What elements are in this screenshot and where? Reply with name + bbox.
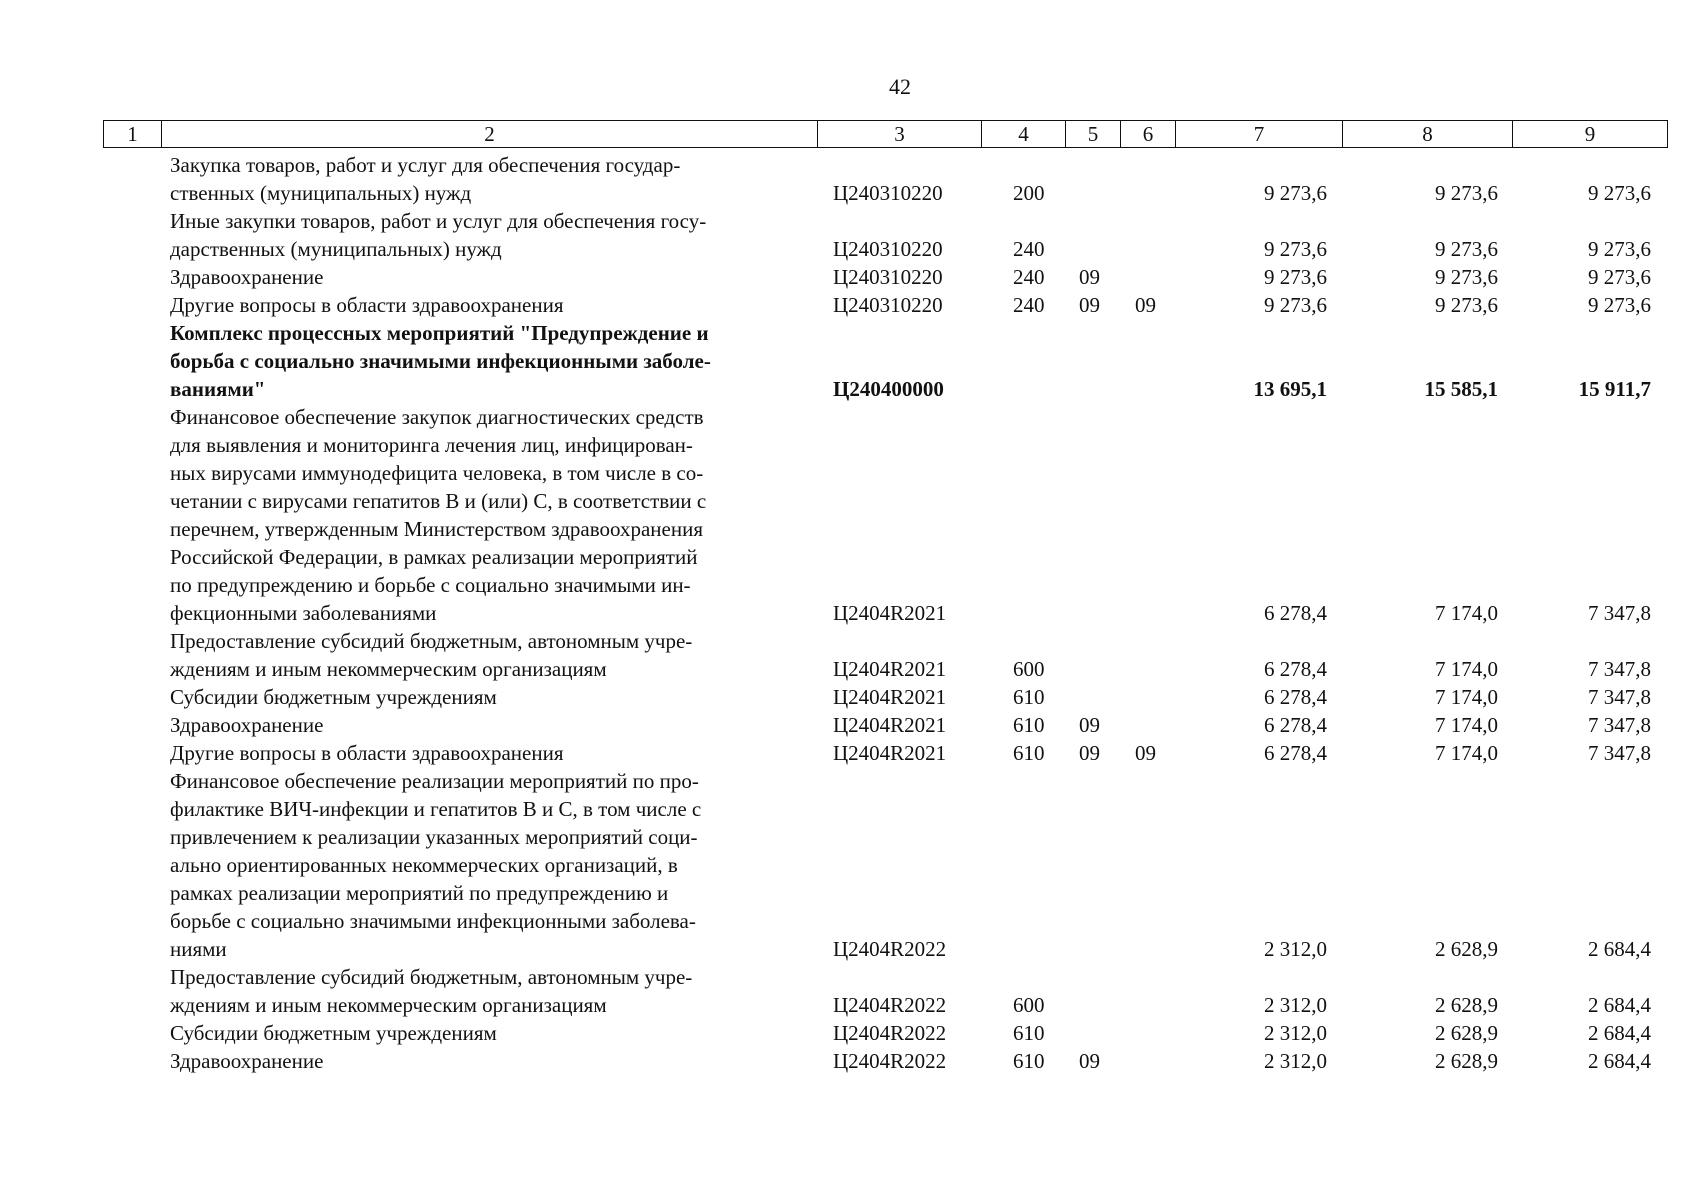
row-subsection: 09 [1135,741,1156,765]
row-code: Ц240310220 [833,181,943,205]
row-code: Ц2404R2021 [833,741,947,765]
row-amount-col8: 15 585,1 [1424,377,1498,401]
row-expense-type: 610 [1013,685,1045,709]
table-row [103,207,1669,263]
row-amount-col9: 7 347,8 [1588,713,1651,737]
row-amount-col7: 6 278,4 [1264,657,1327,681]
header-col-5: 5 [1066,121,1121,147]
row-amount-col8: 7 174,0 [1435,713,1498,737]
row-amount-col9: 7 347,8 [1588,657,1651,681]
table-row [103,739,1669,767]
row-name: Здравоохранение [170,1049,324,1073]
row-amount-col8: 2 628,9 [1435,937,1498,961]
table-row [103,963,1669,1019]
row-expense-type: 610 [1013,713,1045,737]
row-name: Финансовое обеспечение закупок диагностических средств для выявления и мониторинга лечения лиц, инфицирован- ных вирусами иммунодефицита человека, в том числе в со- четании с вирусами гепатитов B и (или) C, в соответствии с перечнем, утвержденным Министерством здравоохранения Российской Федерации, в рамках реализации мероприятий по предупреждению и борьбе с социально значимыми ин- фекционными заболеваниями [170,405,707,625]
row-code: Ц2404R2022 [833,1049,947,1073]
table-row [103,683,1669,711]
row-section: 09 [1079,293,1100,317]
row-amount-col8: 9 273,6 [1435,237,1498,261]
row-amount-col7: 9 273,6 [1264,181,1327,205]
row-amount-col7: 6 278,4 [1264,741,1327,765]
row-amount-col8: 7 174,0 [1435,657,1498,681]
row-code: Ц2404R2021 [833,713,947,737]
row-expense-type: 240 [1013,237,1045,261]
row-amount-col9: 2 684,4 [1588,993,1651,1017]
row-name: Здравоохранение [170,265,324,289]
table-row [103,767,1669,963]
row-name: Другие вопросы в области здравоохранения [170,293,564,317]
header-col-6: 6 [1121,121,1176,147]
table-row [103,263,1669,291]
row-amount-col8: 2 628,9 [1435,1021,1498,1045]
row-amount-col9: 2 684,4 [1588,1049,1651,1073]
row-amount-col9: 7 347,8 [1588,601,1651,625]
row-name: Финансовое обеспечение реализации мероприятий по про- филактике ВИЧ-инфекции и гепатитов B и C, в том числе с привлечением к реализации указанных мероприятий соци- ально ориентированных некоммерческих организаций, в рамках реализации мероприятий по предупреждению и борьбе с социально значимыми инфекционными заболева- ниями [170,769,702,961]
row-expense-type: 600 [1013,657,1045,681]
header-col-4: 4 [982,121,1066,147]
table-header [103,120,1668,148]
row-amount-col8: 7 174,0 [1435,601,1498,625]
row-amount-col7: 9 273,6 [1264,265,1327,289]
header-col-9: 9 [1584,122,1596,146]
row-expense-type: 240 [1013,265,1045,289]
header-col-3: 3 [818,121,982,147]
row-amount-col8: 2 628,9 [1435,1049,1498,1073]
row-name: Иные закупки товаров, работ и услуг для обеспечения госу- дарственных (муниципальных) нужд [170,209,707,261]
row-amount-col9: 2 684,4 [1588,937,1651,961]
table-row [103,403,1669,627]
row-code: Ц2404R2021 [833,601,947,625]
table-row [103,319,1669,403]
header-col-1: 1 [104,121,162,147]
row-amount-col7: 6 278,4 [1264,601,1327,625]
table-row [103,711,1669,739]
row-code: Ц2404R2022 [833,993,947,1017]
row-expense-type: 610 [1013,1021,1045,1045]
row-name: Субсидии бюджетным учреждениям [170,1021,497,1045]
row-amount-col9: 2 684,4 [1588,1021,1651,1045]
page-number: 42 [889,74,911,99]
row-expense-type: 600 [1013,993,1045,1017]
header-col-8: 8 [1343,121,1513,147]
row-code: Ц2404R2021 [833,657,947,681]
row-code: Ц240310220 [833,293,943,317]
row-expense-type: 610 [1013,1049,1045,1073]
row-amount-col9: 7 347,8 [1588,741,1651,765]
row-amount-col8: 9 273,6 [1435,265,1498,289]
row-amount-col7: 2 312,0 [1264,1049,1327,1073]
row-section: 09 [1079,265,1100,289]
row-amount-col7: 9 273,6 [1264,237,1327,261]
row-subsection: 09 [1135,293,1156,317]
row-amount-col9: 15 911,7 [1578,377,1651,401]
header-col-7: 7 [1176,121,1343,147]
table-body [103,151,1669,1075]
row-amount-col7: 2 312,0 [1264,937,1327,961]
row-name: Здравоохранение [170,713,324,737]
row-amount-col9: 7 347,8 [1588,685,1651,709]
table-row [103,1047,1669,1075]
row-name: Предоставление субсидий бюджетным, автономным учре- ждениям и иным некоммерческим организациям [170,965,693,1017]
row-section: 09 [1079,713,1100,737]
row-code: Ц240310220 [833,237,943,261]
row-amount-col9: 9 273,6 [1588,237,1651,261]
table-row [103,1019,1669,1047]
row-section: 09 [1079,1049,1100,1073]
row-name: Субсидии бюджетным учреждениям [170,685,497,709]
row-amount-col8: 7 174,0 [1435,685,1498,709]
row-expense-type: 240 [1013,293,1045,317]
row-code: Ц2404R2021 [833,685,947,709]
row-code: Ц240400000 [833,377,944,401]
row-amount-col7: 2 312,0 [1264,1021,1327,1045]
row-amount-col9: 9 273,6 [1588,181,1651,205]
row-amount-col7: 6 278,4 [1264,713,1327,737]
row-amount-col9: 9 273,6 [1588,293,1651,317]
row-amount-col8: 7 174,0 [1435,741,1498,765]
row-amount-col8: 9 273,6 [1435,181,1498,205]
row-amount-col7: 13 695,1 [1253,377,1327,401]
row-name: Предоставление субсидий бюджетным, автономным учре- ждениям и иным некоммерческим организациям [170,629,693,681]
row-amount-col9: 9 273,6 [1588,265,1651,289]
row-expense-type: 610 [1013,741,1045,765]
row-amount-col7: 2 312,0 [1264,993,1327,1017]
table-row [103,291,1669,319]
row-amount-col8: 2 628,9 [1435,993,1498,1017]
header-col-2: 2 [162,121,818,147]
row-amount-col8: 9 273,6 [1435,293,1498,317]
row-section: 09 [1079,741,1100,765]
row-code: Ц240310220 [833,265,943,289]
row-name: Закупка товаров, работ и услуг для обеспечения государ- ственных (муниципальных) нужд [170,153,681,205]
row-code: Ц2404R2022 [833,1021,947,1045]
row-expense-type: 200 [1013,181,1045,205]
table-row [103,627,1669,683]
row-name: Комплекс процессных мероприятий "Предупреждение и борьба с социально значимыми инфекционными заболе- ваниями" [170,321,711,401]
row-amount-col7: 6 278,4 [1264,685,1327,709]
row-amount-col7: 9 273,6 [1264,293,1327,317]
table-row [103,151,1669,207]
row-name: Другие вопросы в области здравоохранения [170,741,564,765]
row-code: Ц2404R2022 [833,937,947,961]
